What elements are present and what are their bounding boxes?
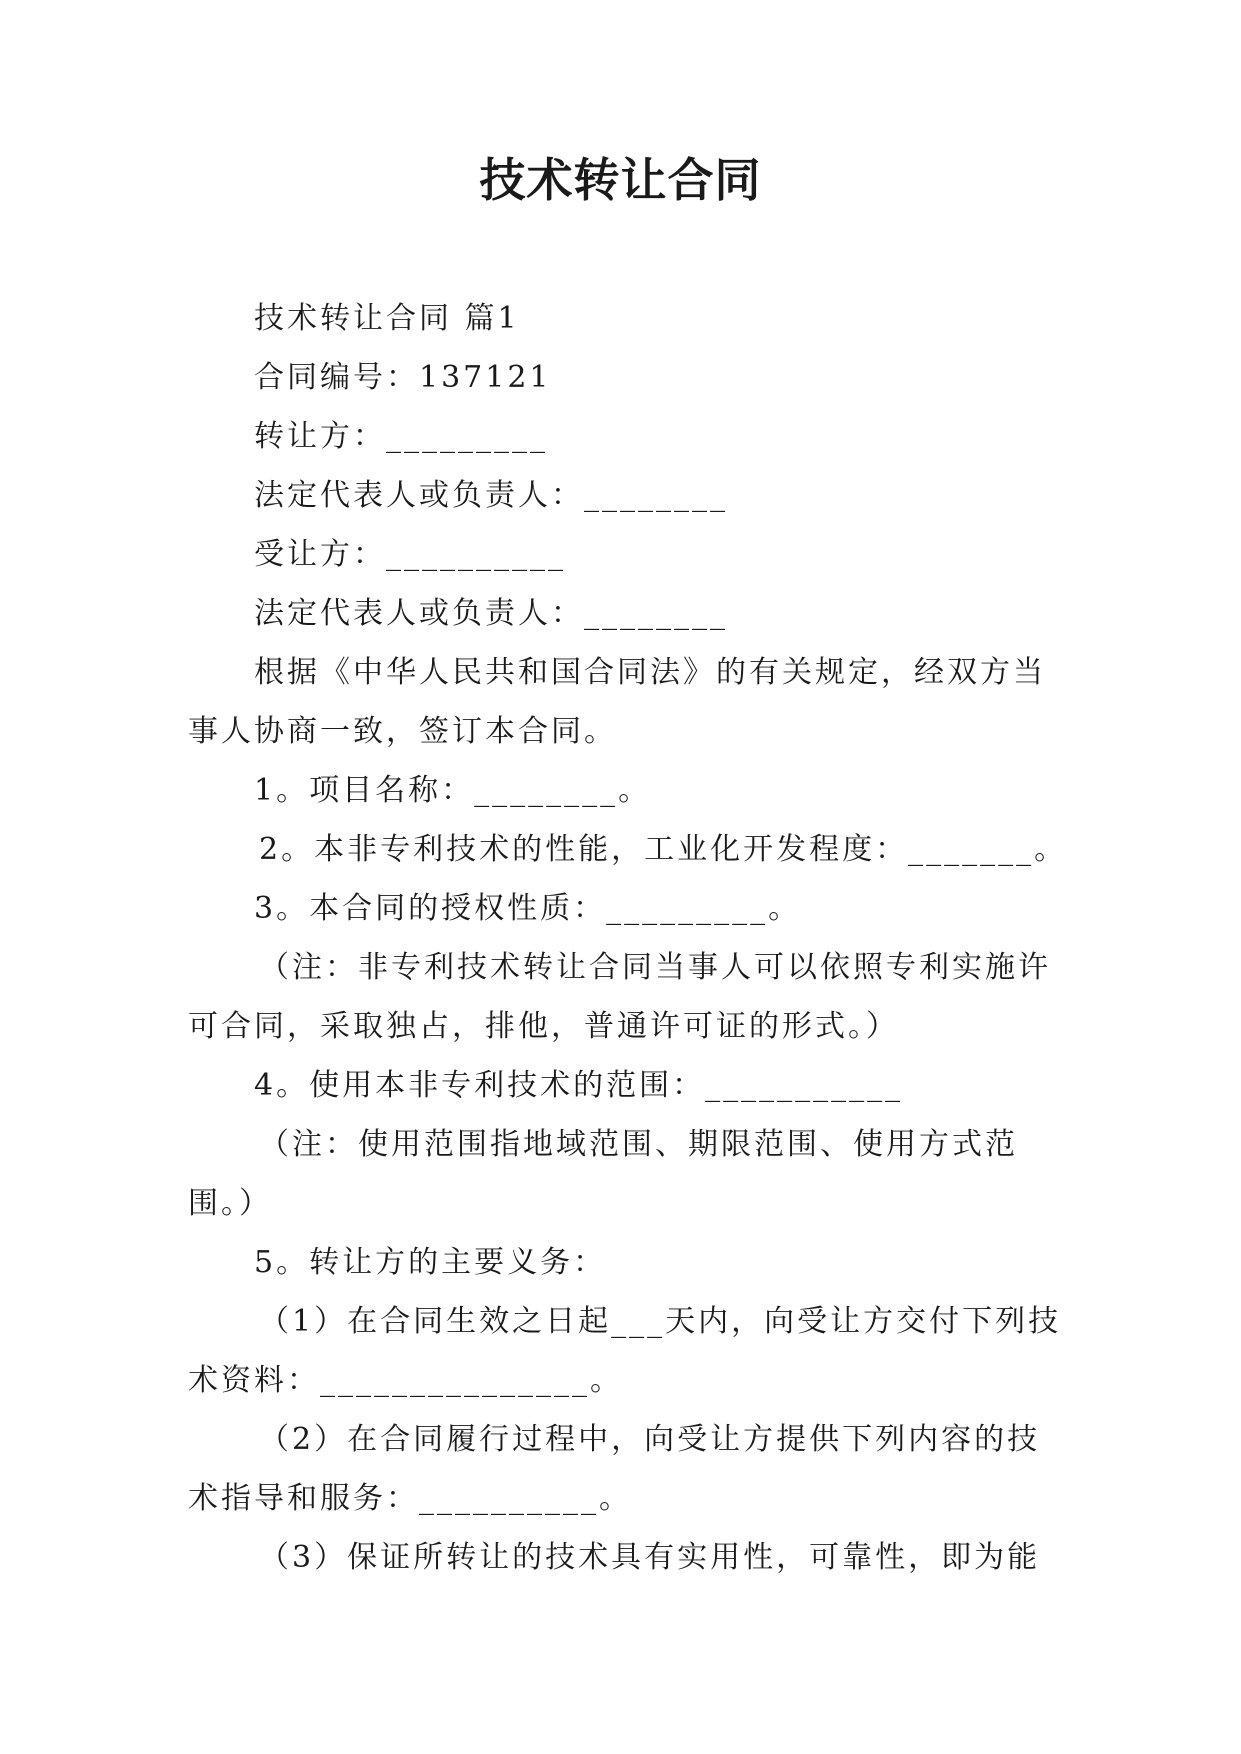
preamble-line-1: 根据《中华人民共和国合同法》的有关规定，经双方当 bbox=[254, 655, 1046, 690]
section-heading: 技术转让合同 篇1 bbox=[254, 301, 520, 336]
transferee-field: 受让方：__________ bbox=[254, 537, 566, 572]
clause-5-heading: 5。转让方的主要义务： bbox=[254, 1245, 607, 1280]
clause-4-note-line-1: （注：使用范围指地域范围、期限范围、使用方式范 bbox=[259, 1127, 1018, 1162]
preamble-line-2: 事人协商一致，签订本合同。 bbox=[188, 714, 617, 749]
clause-3-note-line-2: 可合同，采取独占，排他，普通许可证的形式。） bbox=[188, 1009, 899, 1044]
clause-3-license-nature: 3。本合同的授权性质：_________。 bbox=[254, 891, 802, 926]
transferor-field: 转让方：_________ bbox=[254, 419, 548, 454]
clause-5-item-1-line-1: （1）在合同生效之日起___天内，向受让方交付下列技 bbox=[259, 1304, 1062, 1339]
clause-2-performance: 2。本非专利技术的性能，工业化开发程度：_______。 bbox=[259, 832, 1068, 867]
clause-3-note-line-1: （注：非专利技术转让合同当事人可以依照专利实施许 bbox=[259, 950, 1051, 985]
clause-4-scope: 4。使用本非专利技术的范围：___________ bbox=[254, 1068, 904, 1103]
document-body bbox=[188, 289, 1068, 1587]
transferee-representative-field: 法定代表人或负责人：________ bbox=[254, 596, 728, 631]
transferor-representative-field: 法定代表人或负责人：________ bbox=[254, 478, 728, 513]
clause-1-project-name: 1。项目名称：________。 bbox=[254, 773, 652, 808]
clause-4-note-line-2: 围。） bbox=[188, 1186, 272, 1221]
clause-5-item-2-line-1: （2）在合同履行过程中，向受让方提供下列内容的技 bbox=[259, 1422, 1041, 1457]
clause-5-item-2-line-2: 术指导和服务：__________。 bbox=[188, 1481, 632, 1516]
document-title: 技术转让合同 bbox=[479, 153, 762, 207]
clause-5-item-1-line-2: 术资料：_______________。 bbox=[188, 1363, 623, 1398]
contract-number: 合同编号：137121 bbox=[254, 360, 552, 395]
clause-5-item-3-line-1: （3）保证所转让的技术具有实用性，可靠性，即为能 bbox=[259, 1540, 1041, 1575]
